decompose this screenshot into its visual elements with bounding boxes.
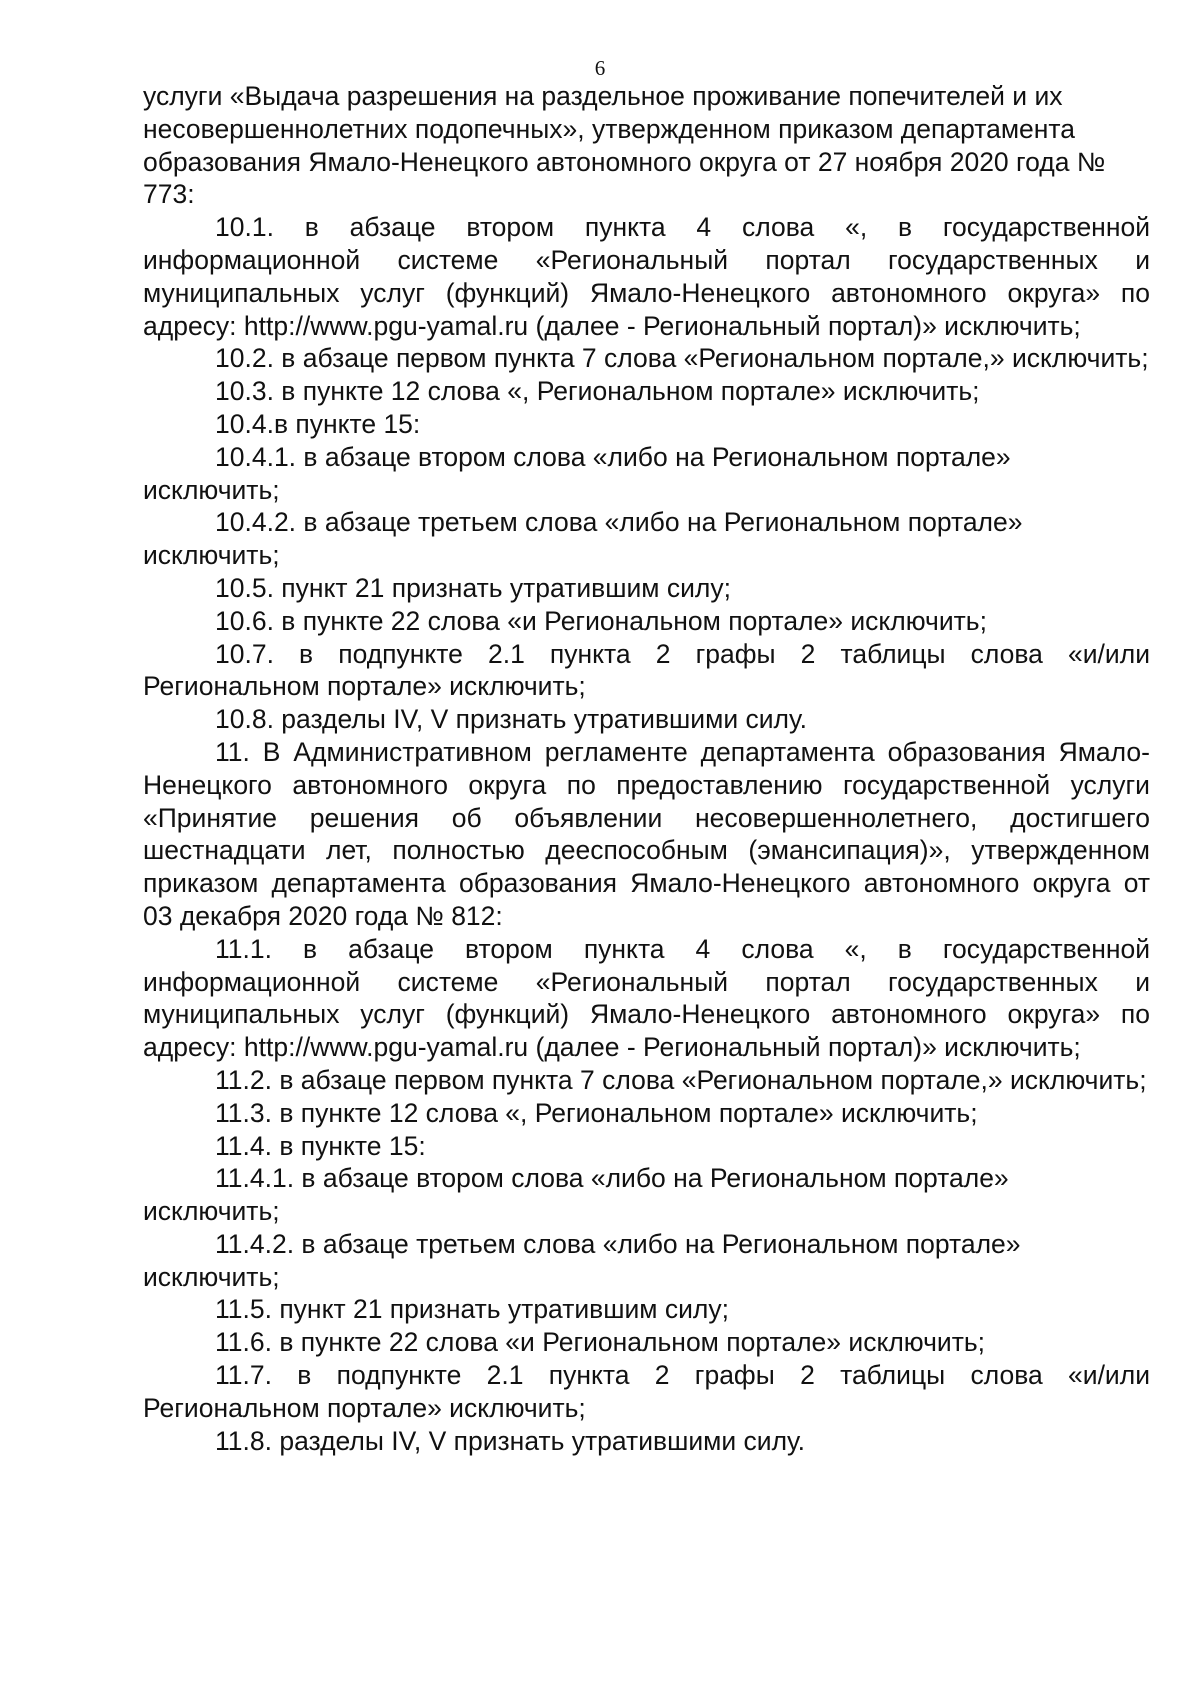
paragraph-10-4-1: 10.4.1. в абзаце втором слова «либо на Региональном портале» исключить; <box>143 441 1011 505</box>
paragraph-10-7: 10.7. в подпункте 2.1 пункта 2 графы 2 таблицы слова «и/или Региональном портале» исключить; <box>143 638 1150 702</box>
paragraph-11-8: 11.8. разделы IV, V признать утратившими силу. <box>215 1425 806 1456</box>
paragraph-11-4-1: 11.4.1. в абзаце втором слова «либо на Региональном портале» исключить; <box>143 1163 1009 1227</box>
page-number: 6 <box>594 56 606 80</box>
paragraph-10-1: 10.1. в абзаце втором пункта 4 слова «, в государственной информационной системе «Региональный портал государственных и муниципальных услуг (функций) Ямало-Ненецкого автономного округа» по адресу: http://www.pgu-yamal.ru (далее - Региональный портал)» исключить; <box>143 212 1150 341</box>
paragraph-10-4-2: 10.4.2. в абзаце третьем слова «либо на Региональном портале» исключить; <box>143 507 1023 571</box>
paragraph-11: 11. В Административном регламенте департамента образования Ямало-Ненецкого автономного округа по предоставлению государственной услуги «Принятие решения об объявлении несовершеннолетнего, достигшего шестнадцати лет, полностью дееспособным (эмансипация)», утвержденном приказом департамента образования Ямало-Ненецкого автономного округа от 03 декабря 2020 года № 812: <box>143 736 1150 931</box>
paragraph-10-5: 10.5. пункт 21 признать утратившим силу; <box>215 572 731 603</box>
paragraph-10-8: 10.8. разделы IV, V признать утратившими силу. <box>215 704 807 735</box>
paragraph-11-3: 11.3. в пункте 12 слова «, Региональном портале» исключить; <box>215 1097 978 1128</box>
paragraph-11-1: 11.1. в абзаце втором пункта 4 слова «, в государственной информационной системе «Региональный портал государственных и муниципальных услуг (функций) Ямало-Ненецкого автономного округа» по адресу: http://www.pgu-yamal.ru (далее - Региональный портал)» исключить; <box>143 933 1150 1063</box>
paragraph-11-5: 11.5. пункт 21 признать утратившим силу; <box>215 1294 730 1325</box>
paragraph-11-4-2: 11.4.2. в абзаце третьем слова «либо на Региональном портале» исключить; <box>143 1228 1021 1292</box>
paragraph-11-2: 11.2. в абзаце первом пункта 7 слова «Региональном портале,» исключить; <box>215 1064 1147 1095</box>
paragraph-11-4: 11.4. в пункте 15: <box>215 1130 426 1161</box>
paragraph-11-7: 11.7. в подпункте 2.1 пункта 2 графы 2 таблицы слова «и/или Региональном портале» исключить; <box>143 1360 1150 1423</box>
paragraph-10-4: 10.4.в пункте 15: <box>215 408 421 439</box>
paragraph-10-6: 10.6. в пункте 22 слова «и Региональном портале» исключить; <box>215 605 987 636</box>
paragraph-11-6: 11.6. в пункте 22 слова «и Региональном портале» исключить; <box>215 1327 986 1358</box>
document-body <box>143 80 1150 1457</box>
paragraph-intro-continuation: услуги «Выдача разрешения на раздельное проживание попечителей и их несовершеннолетних подопечных», утвержденном приказом департамента образования Ямало-Ненецкого автономного округа от 27 ноября 2020 года № 773: <box>143 81 1106 210</box>
paragraph-10-3: 10.3. в пункте 12 слова «, Региональном портале» исключить; <box>215 376 980 407</box>
paragraph-10-2: 10.2. в абзаце первом пункта 7 слова «Региональном портале,» исключить; <box>215 343 1149 374</box>
